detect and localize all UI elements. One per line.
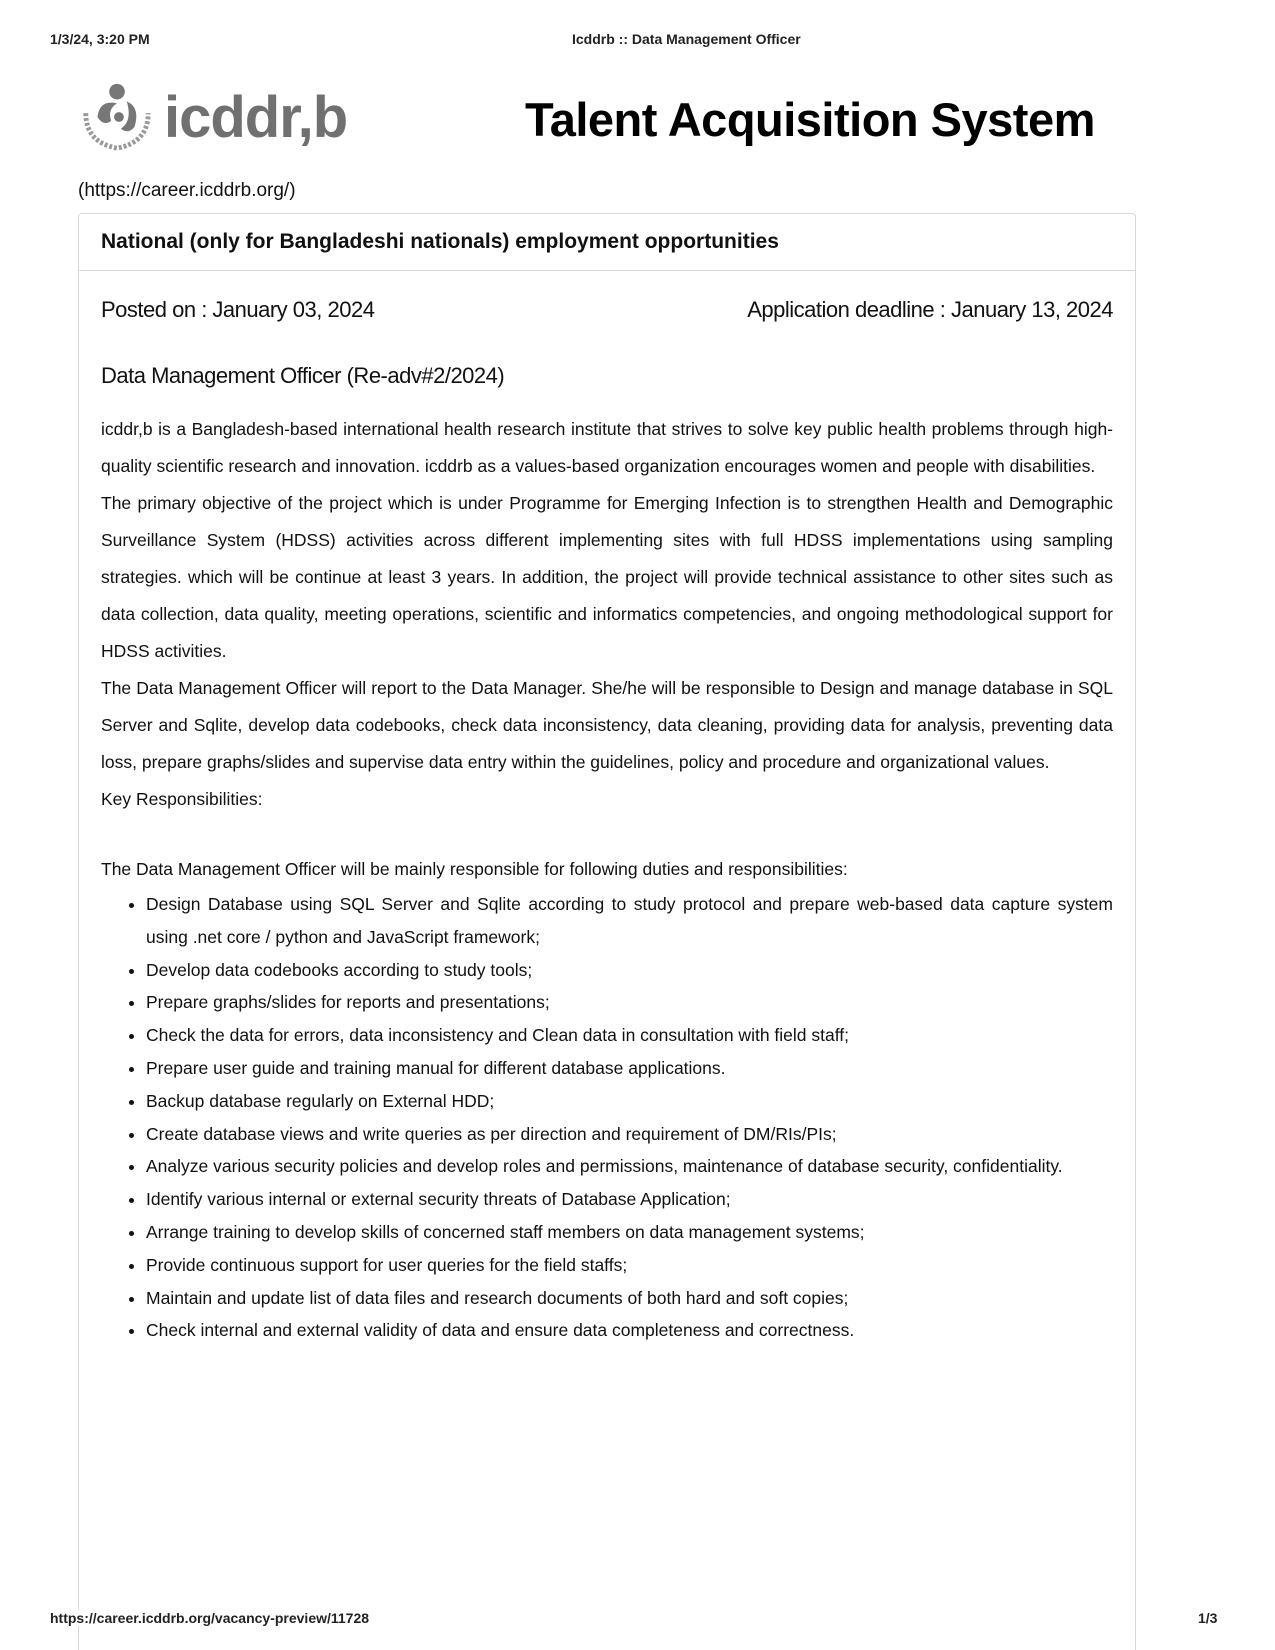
duties-list <box>101 888 1113 1347</box>
home-link[interactable]: (https://career.icddrb.org/) <box>78 180 296 201</box>
duties-lead: The Data Management Officer will be mainly responsible for following duties and responsibilities: <box>101 859 848 879</box>
panel-heading: National (only for Bangladeshi nationals) employment opportunities <box>79 214 1135 271</box>
print-doc-title: Icddrb :: Data Management Officer <box>572 31 801 47</box>
list-item: • Create database views and write queries as per direction and requirement of DM/RIs/PIs; <box>146 1118 1113 1151</box>
vacancy-panel <box>78 213 1136 1650</box>
list-item: • Provide continuous support for user queries for the field staffs; <box>146 1249 1113 1282</box>
print-page-number: 1/3 <box>1198 1610 1218 1626</box>
logo-text: icddr,b <box>164 84 348 150</box>
job-title: Data Management Officer (Re-adv#2/2024) <box>101 363 505 388</box>
posted-on: Posted on : January 03, 2024 <box>101 297 375 322</box>
list-item: • Analyze various security policies and develop roles and permissions, maintenance of database security, confidentiality. <box>146 1150 1113 1183</box>
objective-paragraph: The primary objective of the project which is under Programme for Emerging Infection is to strengthen Health and Demographic Surveillance System (HDSS) activities across different implementing sites with full HDSS implementations using sampling strategies. which will be continue at least 3 years. In addition, the project will provide technical assistance to other sites such as data collection, data quality, meeting operations, scientific and informatics competencies, and ongoing methodological support for HDSS activities. <box>101 493 1113 661</box>
list-item: • Arrange training to develop skills of concerned staff members on data management systems; <box>146 1216 1113 1249</box>
key-responsibilities-label: Key Responsibilities: <box>101 789 263 809</box>
role-paragraph: The Data Management Officer will report to the Data Manager. She/he will be responsible to Design and manage database in SQL Server and Sqlite, develop data codebooks, check data inconsistency, data cleaning, providing data for analysis, preventing data loss, prepare graphs/slides and supervise data entry within the guidelines, policy and procedure and organizational values. <box>101 678 1113 772</box>
intro-paragraph: icddr,b is a Bangladesh-based international health research institute that strives to solve key public health problems through high-quality scientific research and innovation. icddrb as a values-based organization encourages women and people with disabilities. <box>101 419 1113 476</box>
print-footer-url: https://career.icddrb.org/vacancy-preview/11728 <box>50 1610 370 1626</box>
list-item: • Backup database regularly on External HDD; <box>146 1085 1113 1118</box>
list-item: • Prepare user guide and training manual for different database applications. <box>146 1052 1113 1085</box>
list-item: • Check the data for errors, data inconsistency and Clean data in consultation with field staff; <box>146 1019 1113 1052</box>
list-item: • Maintain and update list of data files and research documents of both hard and soft copies; <box>146 1282 1113 1315</box>
system-title: Talent Acquisition System <box>525 93 1095 146</box>
list-item: • Check internal and external validity of data and ensure data completeness and correctness. <box>146 1314 1113 1347</box>
list-item: • Design Database using SQL Server and Sqlite according to study protocol and prepare web-based data capture system using .net core / python and JavaScript framework; <box>146 888 1113 954</box>
list-item: • Identify various internal or external security threats of Database Application; <box>146 1183 1113 1216</box>
list-item: • Prepare graphs/slides for reports and presentations; <box>146 986 1113 1019</box>
icddrb-logo[interactable] <box>78 78 347 156</box>
logo-emblem-icon <box>78 78 156 156</box>
list-item: • Develop data codebooks according to study tools; <box>146 954 1113 987</box>
application-deadline: Application deadline : January 13, 2024 <box>747 297 1113 322</box>
print-datetime: 1/3/24, 3:20 PM <box>50 31 150 47</box>
